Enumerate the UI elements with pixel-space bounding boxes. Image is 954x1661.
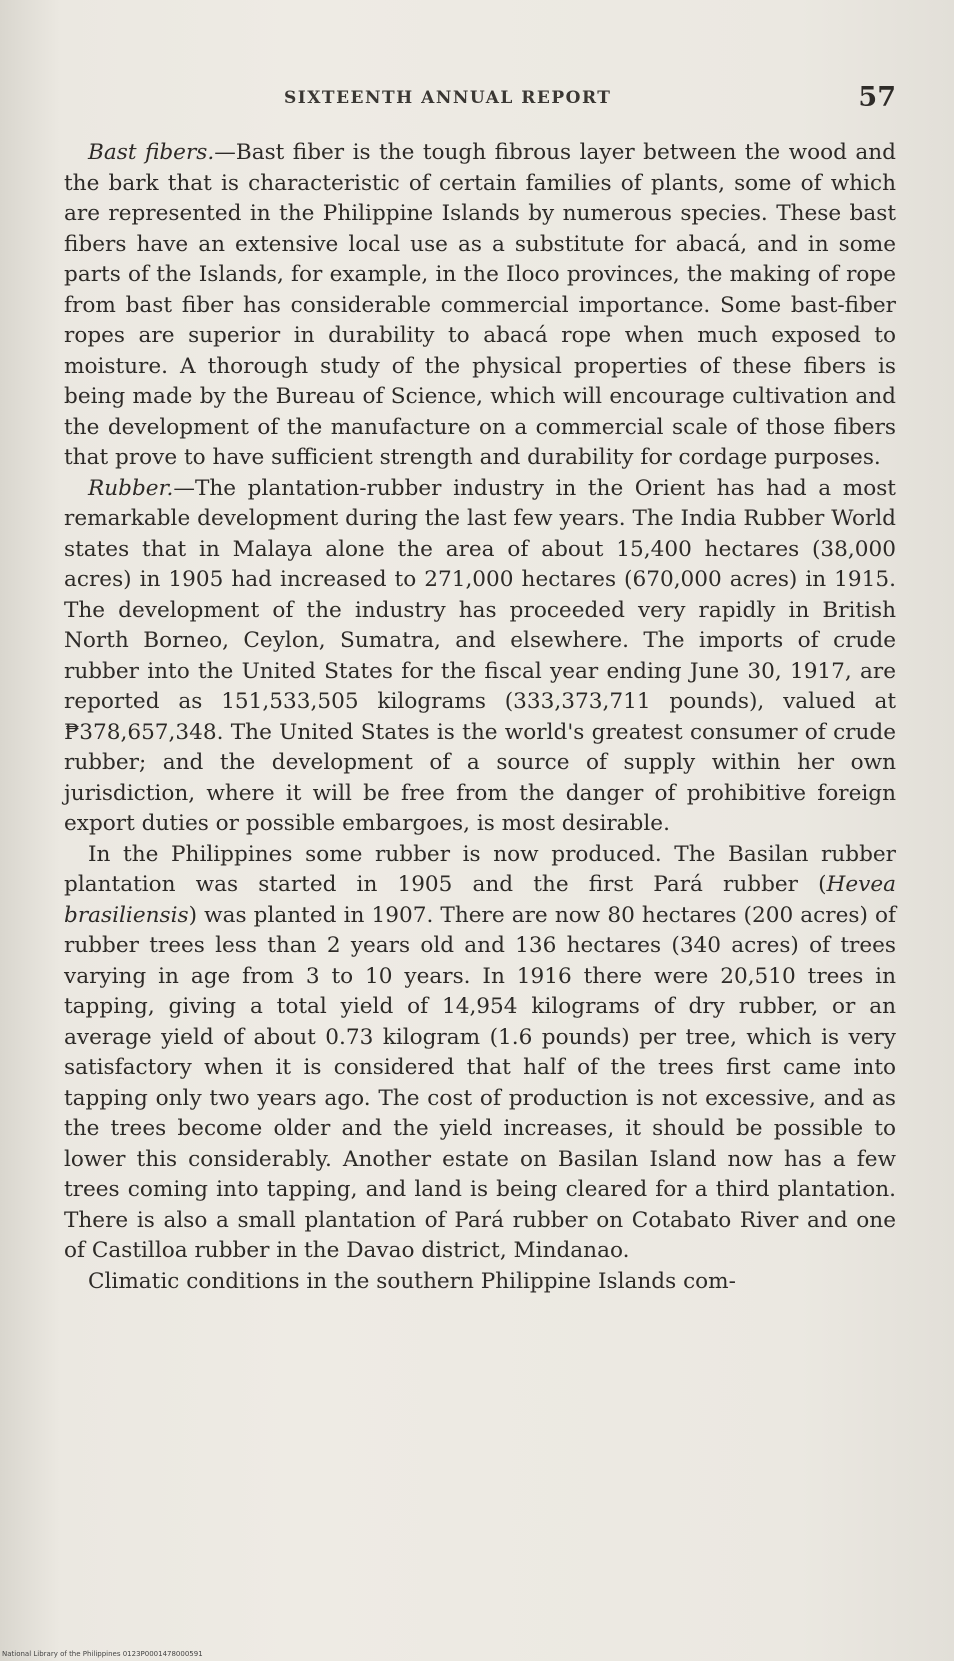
paragraph-text: —The plantation-rubber industry in the Orient has had a most remarkable development during the last few years. The India Rubber World states that in Malaya alone the area of about 15,400 hectares (38,000 acres) in 1905 had increased to 271,000 hectares (670,000 acres) in 1915. The development of the industry has proceeded very rapidly in British North Borneo, Ceylon, Sumatra, and elsewhere. The imports of crude rubber into the United States for the fiscal year ending June 30, 1917, are reported as 151,533,505 kilograms (333,373,711 pounds), valued at ₱378,657,348. The United States is the world's greatest consumer of crude rubber; and the development of a source of supply within her own jurisdiction, where it will be free from the danger of prohibitive foreign export duties or possible embargoes, is most desirable. [64, 475, 896, 836]
paragraph-text: ) was planted in 1907. There are now 80 hectares (200 acres) of rubber trees less than 2 years old and 136 hectares (340 acres) of trees varying in age from 3 to 10 years. In 1916 there were 20,510 trees in tapping, giving a total yield of 14,954 kilograms of dry rubber, or an average yield of about 0.73 kilogram (1.6 pounds) per tree, which is very satisfactory when it is considered that half of the trees first came into tapping only two years ago. The cost of production is not excessive, and as the trees become older and the yield increases, it should be possible to lower this considerably. Another estate on Basilan Island now has a few trees coming into tapping, and land is being cleared for a third plantation. There is also a small plantation of Pará rubber on Cotabato River and one of Castilloa rubber in the Davao district, Mindanao. [64, 902, 896, 1263]
paragraph-text: In the Philippines some rubber is now produced. The Basilan rubber plantation was started in 1905 and the first Pará rubber ( [64, 841, 896, 897]
paragraph-philippines-rubber [64, 840, 896, 1267]
species-name: Hevea brasiliensis [64, 872, 896, 928]
page-header [64, 82, 896, 122]
paragraph-text: Climatic conditions in the southern Philippine Islands com- [88, 1268, 736, 1294]
paragraph-bast-fibers [64, 138, 896, 474]
page-body [64, 138, 896, 1297]
run-in-heading-bast-fibers: Bast fibers. [88, 140, 215, 165]
run-in-heading-rubber: Rubber. [88, 475, 174, 501]
paragraph-climatic-conditions [64, 1267, 896, 1298]
running-head: SIXTEENTH ANNUAL REPORT [284, 88, 612, 108]
paragraph-rubber [64, 474, 896, 840]
scan-footer-note: National Library of the Philippines 0123P0001478000591 [2, 1650, 203, 1658]
page-number: 57 [858, 82, 896, 113]
paragraph-text: —Bast fiber is the tough fibrous layer between the wood and the bark that is characteristic of certain families of plants, some of which are represented in the Philippine Islands by numerous species. These bast fibers have an extensive local use as a substitute for abacá, and in some parts of the Islands, for example, in the Iloco provinces, the making of rope from bast fiber has considerable commercial importance. Some bast-fiber ropes are superior in durability to abacá rope when much exposed to moisture. A thorough study of the physical properties of these fibers is being made by the Bureau of Science, which will encourage cultivation and the development of the manufacture on a commercial scale of those fibers that prove to have sufficient strength and durability for cordage purposes. [64, 140, 896, 470]
